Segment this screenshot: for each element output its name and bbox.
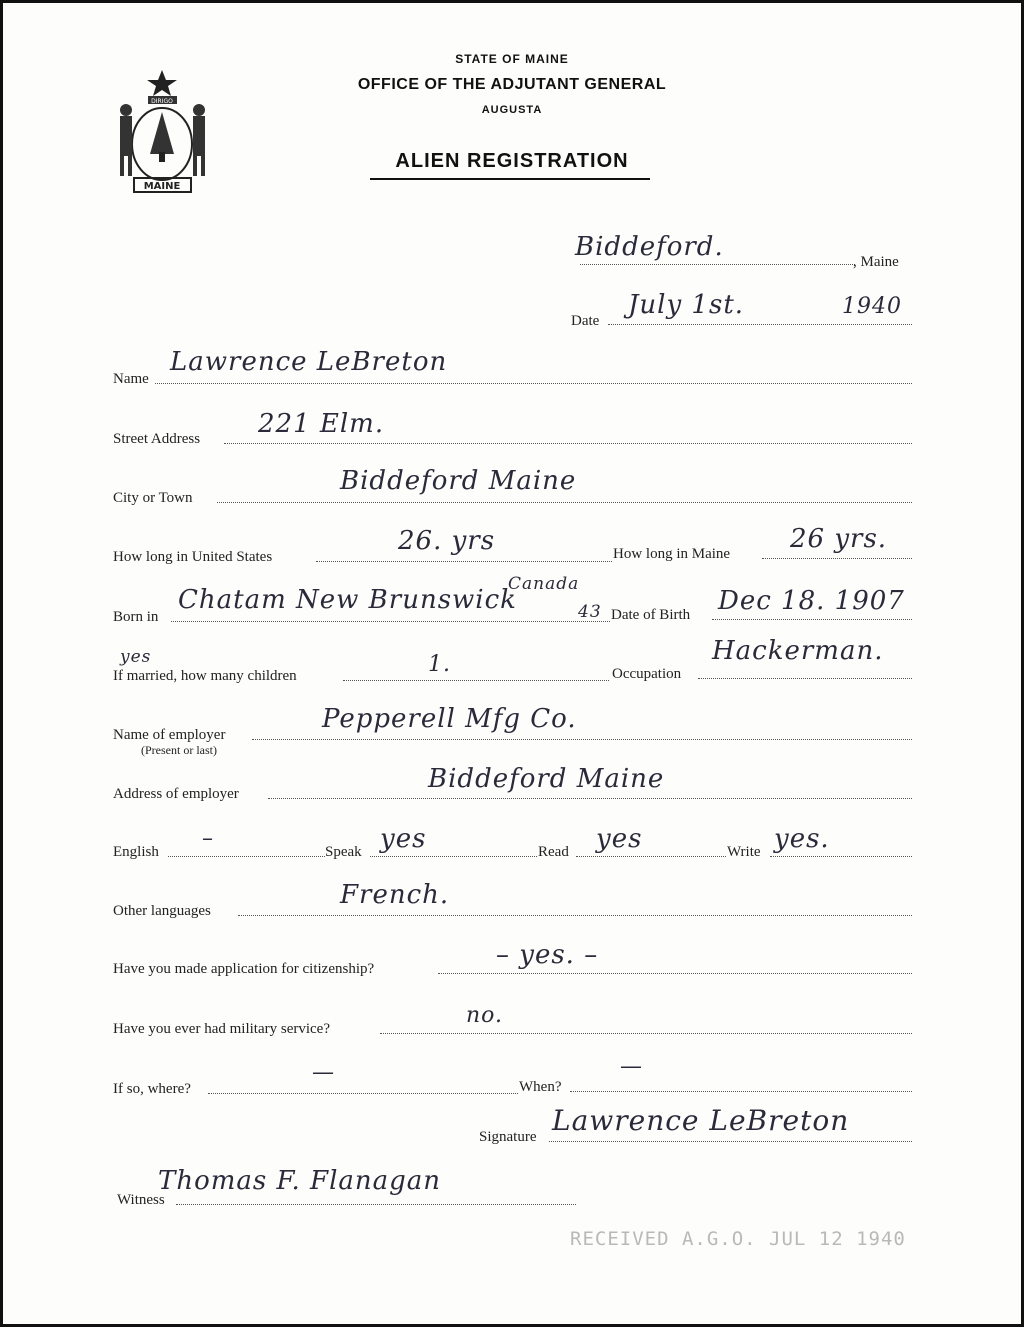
read-label: Read <box>538 844 569 860</box>
maine-long-label: How long in Maine <box>613 546 731 562</box>
maine-long-value: 26 yrs. <box>790 524 888 554</box>
citizenship-value: – yes. – <box>496 940 599 970</box>
english-line <box>168 856 325 857</box>
english-value: – <box>202 826 214 851</box>
married-label: If married, how many children <box>113 668 297 684</box>
header-state: STATE OF MAINE <box>455 52 569 66</box>
married-value: yes <box>120 647 152 667</box>
employer-label: Name of employer <box>113 727 226 743</box>
date-line <box>608 324 912 325</box>
town-line <box>580 264 855 265</box>
seal-motto: DIRIGO <box>151 98 173 105</box>
when-value: — <box>620 1054 643 1079</box>
write-label: Write <box>727 844 761 860</box>
seal-banner: MAINE <box>143 181 181 192</box>
name-label: Name <box>113 371 149 387</box>
street-value: 221 Elm. <box>258 409 385 439</box>
speak-label: Speak <box>325 844 362 860</box>
employer-note: (Present or last) <box>141 743 217 757</box>
other-lang-label: Other languages <box>113 903 211 919</box>
other-lang-line <box>238 915 912 916</box>
form-title: ALIEN REGISTRATION <box>395 150 629 172</box>
us-value: 26. yrs <box>398 526 496 556</box>
street-line <box>224 443 912 444</box>
children-value: 1. <box>428 652 451 677</box>
us-line <box>316 561 612 562</box>
born-country: Canada <box>508 574 580 594</box>
english-label: English <box>113 844 159 860</box>
witness-value: Thomas F. Flanagan <box>158 1166 442 1196</box>
write-value: yes. <box>774 824 830 854</box>
maine-long-line <box>762 558 912 559</box>
other-lang-value: French. <box>340 880 450 910</box>
signature-line <box>549 1141 912 1142</box>
us-label: How long in United States <box>113 549 273 565</box>
employer-addr-value: Biddeford Maine <box>428 764 665 794</box>
employer-addr-label: Address of employer <box>113 786 239 802</box>
employer-addr-line <box>268 798 912 799</box>
header-office: OFFICE OF THE ADJUTANT GENERAL <box>357 76 667 93</box>
read-value: yes <box>596 824 643 854</box>
dob-label: Date of Birth <box>611 607 691 623</box>
citizenship-label: Have you made application for citizenship? <box>113 961 375 977</box>
speak-value: yes <box>380 824 427 854</box>
where-label: If so, where? <box>113 1081 191 1097</box>
where-value: — <box>312 1060 335 1085</box>
where-line <box>208 1093 518 1094</box>
title-underline <box>370 178 650 180</box>
occupation-value: Hackerman. <box>712 636 884 666</box>
witness-label: Witness <box>117 1192 165 1208</box>
witness-line <box>176 1204 576 1205</box>
dob-value: Dec 18. 1907 <box>718 586 905 616</box>
date-year: 1940 <box>842 294 902 319</box>
military-line <box>380 1033 912 1034</box>
employer-line <box>252 739 912 740</box>
employer-value: Pepperell Mfg Co. <box>322 704 577 734</box>
when-line <box>570 1091 912 1092</box>
date-value: July 1st. <box>628 290 745 320</box>
military-value: no. <box>466 1003 504 1028</box>
name-value: Lawrence LeBreton <box>170 347 448 377</box>
when-label: When? <box>519 1079 562 1095</box>
dob-line <box>712 619 912 620</box>
city-value: Biddeford Maine <box>340 466 577 496</box>
born-value: Chatam New Brunswick <box>178 585 517 615</box>
occupation-label: Occupation <box>612 666 682 682</box>
signature-label: Signature <box>479 1129 537 1145</box>
signature-value: Lawrence LeBreton <box>552 1104 850 1137</box>
received-stamp: RECEIVED A.G.O. JUL 12 1940 <box>570 1228 906 1250</box>
header-city: AUGUSTA <box>481 104 543 116</box>
citizenship-line <box>438 973 912 974</box>
born-ref: 43 <box>578 602 602 622</box>
town-value: Biddeford. <box>575 232 724 262</box>
speak-line <box>370 856 537 857</box>
date-label: Date <box>571 313 600 329</box>
write-line <box>770 856 912 857</box>
city-line <box>217 502 912 503</box>
read-line <box>576 856 726 857</box>
married-line <box>343 680 609 681</box>
city-label: City or Town <box>113 490 193 506</box>
name-line <box>155 383 912 384</box>
street-label: Street Address <box>113 431 201 447</box>
maine-label: , Maine <box>853 254 899 270</box>
born-line <box>171 621 610 622</box>
born-label: Born in <box>113 609 159 625</box>
military-label: Have you ever had military service? <box>113 1021 330 1037</box>
occupation-line <box>698 678 912 679</box>
